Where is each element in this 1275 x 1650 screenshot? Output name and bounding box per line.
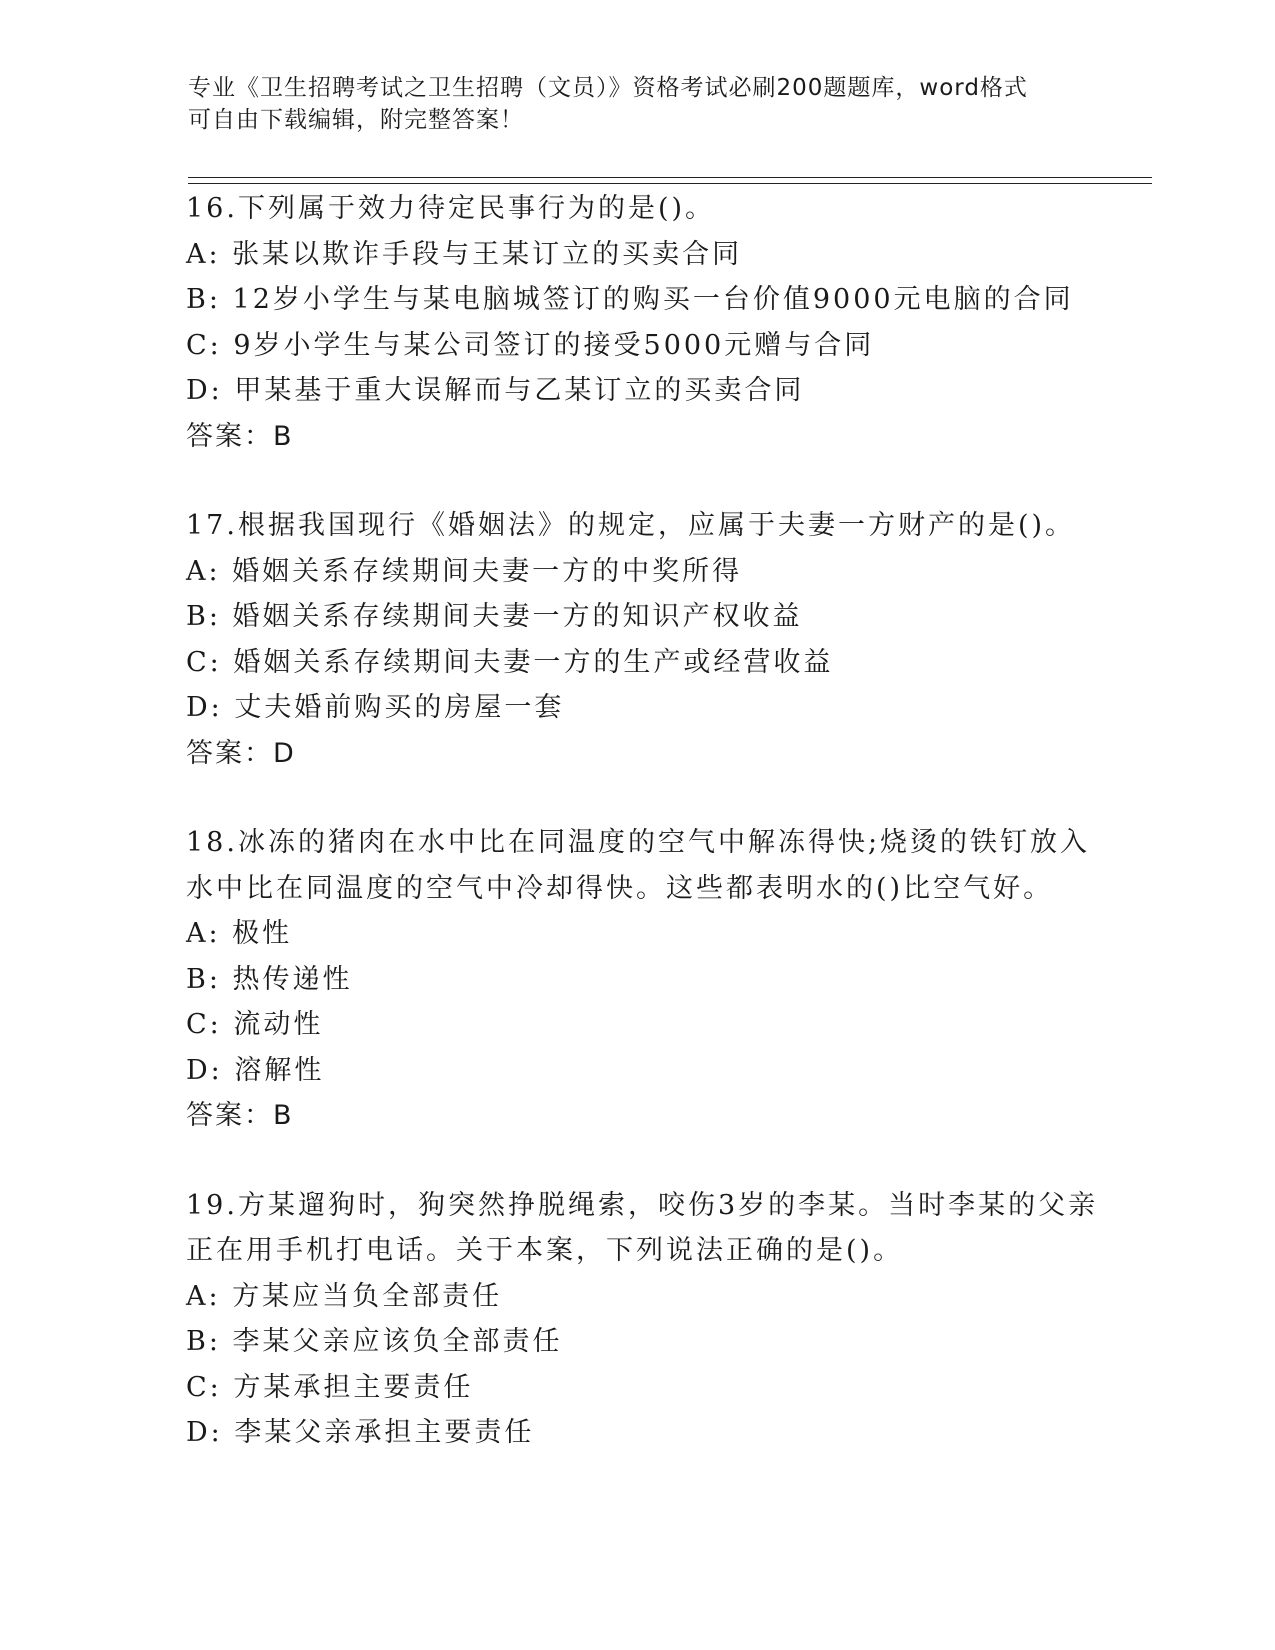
option-b: B: 李某父亲应该负全部责任 [186, 1326, 563, 1357]
option-c: C: 9岁小学生与某公司签订的接受5000元赠与合同 [186, 329, 875, 361]
option-a: A: 极性 [186, 918, 293, 949]
option-a: A: 张某以欺诈手段与王某订立的买卖合同 [186, 238, 743, 270]
question-stem: 17.根据我国现行《婚姻法》的规定，应属于夫妻一方财产的是()。 [186, 510, 1076, 541]
option-b: B: 热传递性 [186, 963, 353, 995]
answer-label: 答案：B [186, 1100, 294, 1131]
option-b: B: 12岁小学生与某电脑城签订的购买一台价值9000元电脑的合同 [186, 284, 1074, 315]
question-18 [186, 820, 1091, 1139]
answer-label: 答案：B [186, 420, 294, 452]
document-header [188, 72, 1068, 136]
option-c: C: 流动性 [186, 1009, 324, 1040]
header-divider-top [188, 177, 1152, 178]
answer-label: 答案：D [186, 737, 296, 769]
question-17 [186, 503, 1086, 776]
option-d: D: 溶解性 [186, 1054, 325, 1086]
question-19 [186, 1183, 1099, 1456]
option-a: A: 方某应当负全部责任 [186, 1280, 503, 1312]
header-line-1: 专业《卫生招聘考试之卫生招聘（文员）》资格考试必刷200题题库，word格式 [188, 75, 1028, 101]
option-d: D: 李某父亲承担主要责任 [186, 1417, 535, 1448]
option-c: C: 婚姻关系存续期间夫妻一方的生产或经营收益 [186, 646, 834, 678]
question-stem-line-2: 水中比在同温度的空气中冷却得快。这些都表明水的()比空气好。 [186, 872, 1054, 904]
question-16 [186, 186, 1086, 459]
question-stem-line-2: 正在用手机打电话。关于本案，下列说法正确的是()。 [186, 1235, 904, 1266]
option-b: B: 婚姻关系存续期间夫妻一方的知识产权收益 [186, 601, 803, 632]
question-stem-line-1: 18.冰冻的猪肉在水中比在同温度的空气中解冻得快;烧烫的铁钉放入 [186, 827, 1091, 858]
question-stem: 16.下列属于效力待定民事行为的是()。 [186, 193, 716, 224]
header-divider-bottom [188, 183, 1152, 184]
header-line-2: 可自由下载编辑，附完整答案！ [188, 107, 524, 133]
option-d: D: 甲某基于重大误解而与乙某订立的买卖合同 [186, 375, 805, 406]
option-c: C: 方某承担主要责任 [186, 1371, 474, 1403]
question-stem-line-1: 19.方某遛狗时，狗突然挣脱绳索，咬伤3岁的李某。当时李某的父亲 [186, 1189, 1099, 1221]
question-list [186, 186, 1099, 1500]
option-a: A: 婚姻关系存续期间夫妻一方的中奖所得 [186, 555, 743, 587]
option-d: D: 丈夫婚前购买的房屋一套 [186, 692, 565, 723]
